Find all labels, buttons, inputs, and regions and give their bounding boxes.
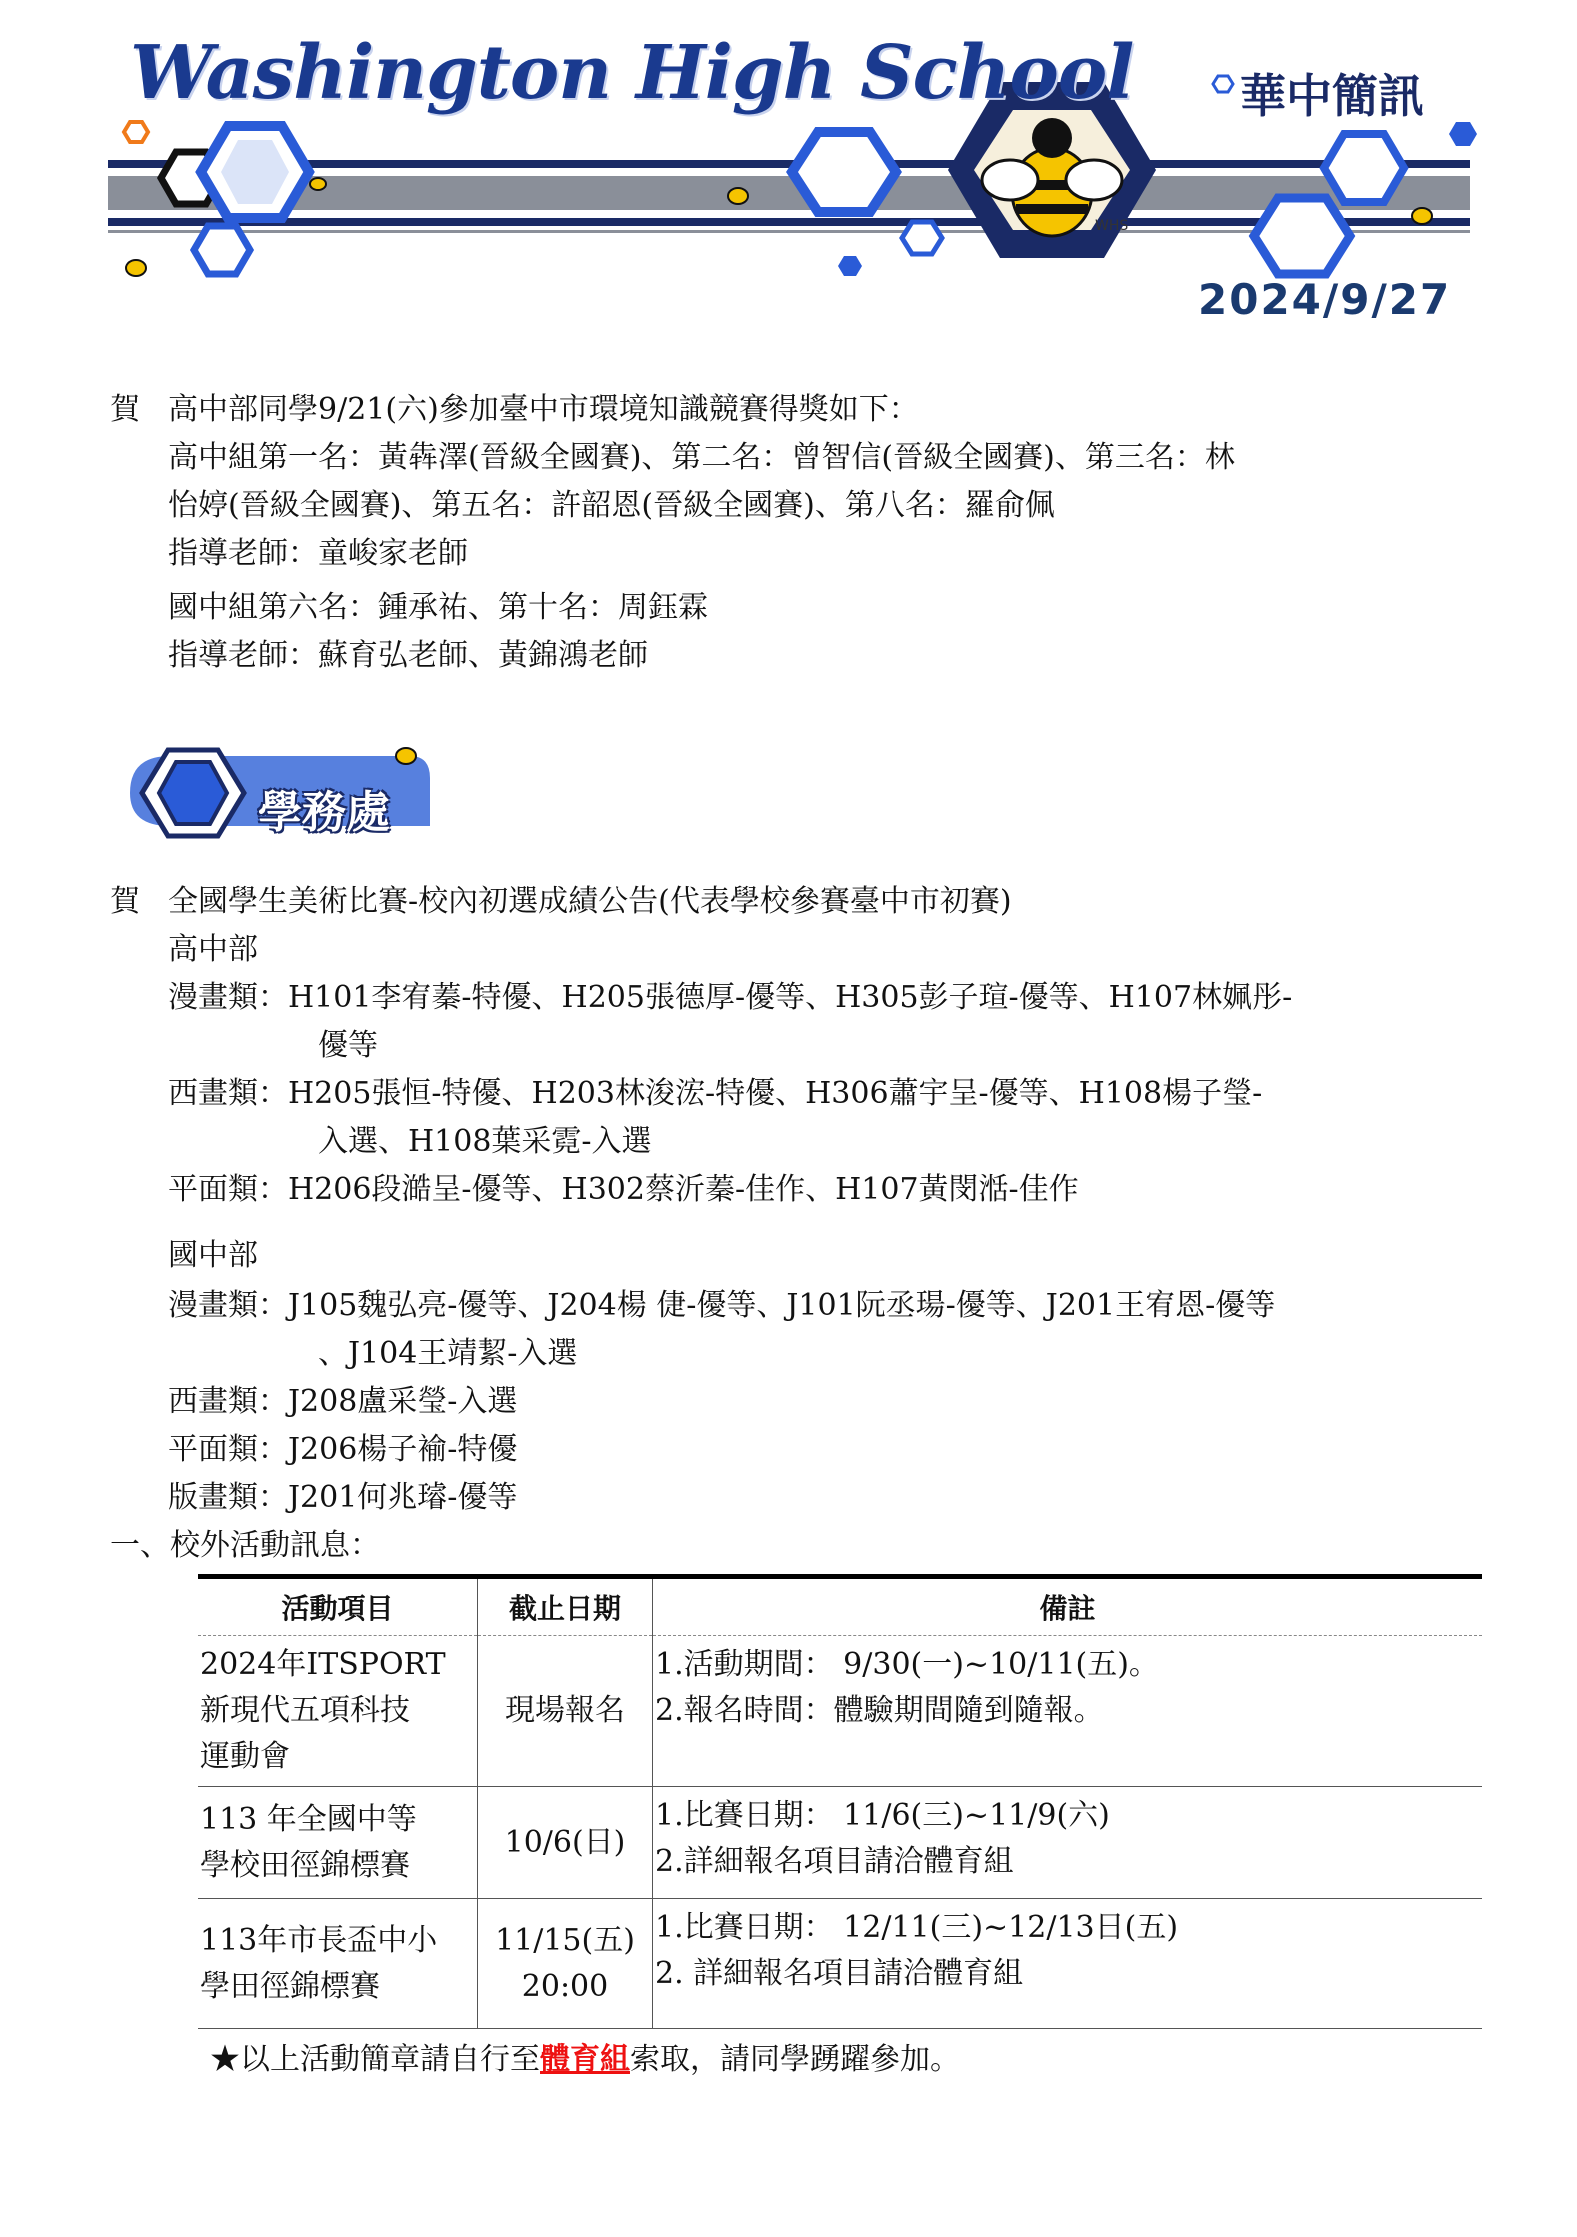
congrats1-line: 指導老師：童峻家老師 xyxy=(168,536,468,571)
congrats2-heading: 全國學生美術比賽-校內初選成績公告(代表學校參賽臺中市初賽) xyxy=(168,884,1012,919)
table-row xyxy=(198,1787,1482,1899)
award-line: 平面類：J206楊子褕-特優 xyxy=(168,1432,518,1467)
pe-section-highlight: 體育組 xyxy=(540,2042,630,2077)
cell-item: 113 年全國中等 學校田徑錦標賽 xyxy=(198,1787,478,1899)
header-notes: 備註 xyxy=(653,1577,1483,1636)
award-line: 入選、H108葉采霓-入選 xyxy=(318,1124,652,1159)
footer-text-pre: ★以上活動簡章請自行至 xyxy=(210,2042,540,2077)
hexagon-blue-mid xyxy=(792,132,896,212)
bee-icon-1 xyxy=(310,178,326,190)
issue-date: 2024/9/27 xyxy=(1198,275,1452,324)
congrats1-line: 國中組第六名：鍾承祐、第十名：周鈺霖 xyxy=(168,590,708,625)
table-header-row xyxy=(198,1577,1482,1636)
award-line: 平面類：H206段澔呈-優等、H302蔡沂蓁-佳作、H107黃閔湉-佳作 xyxy=(168,1172,1079,1207)
cell-deadline: 現場報名 xyxy=(478,1636,653,1787)
department-label: 學務處 xyxy=(258,787,390,838)
hexagon-orange xyxy=(124,122,148,142)
activities-title: 一、校外活動訊息： xyxy=(110,1528,380,1563)
award-line: 版畫類：J201何兆璿-優等 xyxy=(168,1480,518,1515)
hexagon-blue-small xyxy=(194,226,250,274)
congrats1-line: 怡婷(晉級全國賽)、第五名：許韶恩(晉級全國賽)、第八名：羅俞佩 xyxy=(168,488,1055,523)
award-line: 漫畫類：J105魏弘亮-優等、J204楊 倢-優等、J101阮丞瑒-優等、J201王宥恩-優等 xyxy=(168,1288,1276,1323)
activities-table xyxy=(198,1574,1482,2029)
cell-deadline: 10/6(日) xyxy=(478,1787,653,1899)
table-row xyxy=(198,1899,1482,2029)
senior-label: 高中部 xyxy=(168,932,258,967)
congrats-mark: 賀 xyxy=(110,884,140,919)
congrats1-heading: 高中部同學9/21(六)參加臺中市環境知識競賽得獎如下： xyxy=(168,392,919,427)
junior-label: 國中部 xyxy=(168,1238,258,1273)
footer-text-post: 索取，請同學踴躍參加。 xyxy=(630,2042,960,2077)
newsletter-name: 華中簡訊 xyxy=(1240,69,1424,123)
newsletter-header xyxy=(0,0,1577,340)
award-line: 漫畫類：H101李宥蓁-特優、H205張德厚-優等、H305彭子瑄-優等、H107林姵彤- xyxy=(168,980,1293,1015)
bee-icon-3 xyxy=(126,260,146,276)
activities-footer-note xyxy=(210,2034,960,2078)
table-row xyxy=(198,1636,1482,1787)
cell-item: 2024年ITSPORT 新現代五項科技 運動會 xyxy=(198,1636,478,1787)
congrats1-line: 高中組第一名：黃犇澤(晉級全國賽)、第二名：曾智信(晉級全國賽)、第三名：林 xyxy=(168,440,1235,475)
stripe-navy-top xyxy=(108,160,1470,168)
cell-notes: 1.比賽日期： 11/6(三)~11/9(六) 2.詳細報名項目請洽體育組 xyxy=(653,1787,1483,1899)
header-deadline: 截止日期 xyxy=(478,1577,653,1636)
award-line: 西畫類：H205張恒-特優、H203林浚浤-特優、H306蕭宇呈-優等、H108楊子瑩- xyxy=(168,1076,1263,1111)
cell-deadline: 11/15(五) 20:00 xyxy=(478,1899,653,2029)
school-name: Washington High School xyxy=(130,30,1134,116)
cell-notes: 1.比賽日期： 12/11(三)~12/13日(五) 2. 詳細報名項目請洽體育組 xyxy=(653,1899,1483,2029)
bee-icon-2 xyxy=(728,188,748,204)
bee-icon-4 xyxy=(1412,208,1432,224)
award-line: 優等 xyxy=(318,1028,378,1063)
congrats-mark: 賀 xyxy=(110,392,140,427)
cell-item: 113年市長盃中小 學田徑錦標賽 xyxy=(198,1899,478,2029)
bee-icon xyxy=(396,748,416,764)
award-line: 、J104王靖絜-入選 xyxy=(318,1336,578,1371)
logo-text: WHS xyxy=(1095,218,1129,234)
header-item: 活動項目 xyxy=(198,1577,478,1636)
congrats1-line: 指導老師：蘇育弘老師、黃錦鴻老師 xyxy=(168,638,648,673)
cell-notes: 1.活動期間： 9/30(一)~10/11(五)。 2.報名時間：體驗期間隨到隨報。 xyxy=(653,1636,1483,1787)
award-line: 西畫類：J208盧采瑩-入選 xyxy=(168,1384,518,1419)
